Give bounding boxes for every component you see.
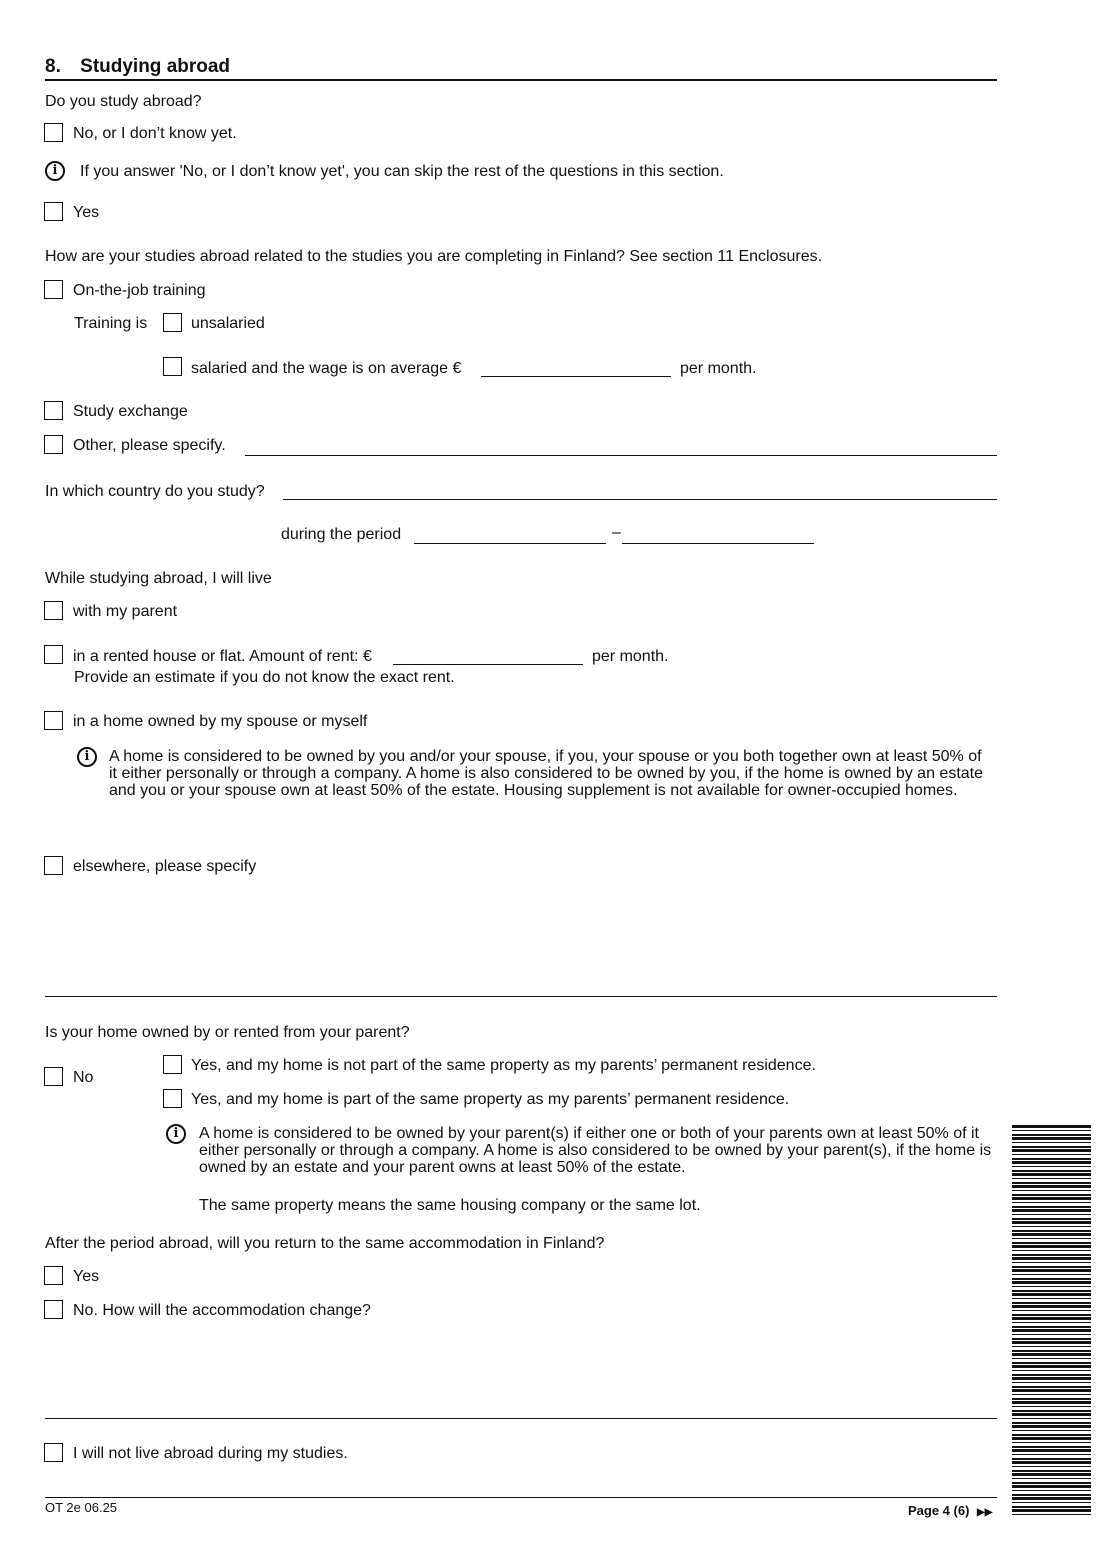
owned-checkbox[interactable]	[44, 711, 63, 730]
period-end-field[interactable]	[622, 525, 814, 544]
section-rule	[45, 79, 997, 81]
training-label: On-the-job training	[73, 282, 206, 299]
country-field[interactable]	[283, 481, 997, 500]
owned-info: A home is considered to be owned by you and/or your spouse, if you, your spouse or you both together own at least 50% of it either personally or through a company. A home is also considered to be owned by you, if the home is owned by an estate and you or your spouse own at least 50% of the estate. Housing supplement is not available for owner-occupied homes.	[109, 748, 983, 799]
with-parent-label: with my parent	[73, 603, 178, 620]
live-question: While studying abroad, I will live	[45, 570, 272, 587]
training-checkbox[interactable]	[44, 280, 63, 299]
parent-home-no-checkbox[interactable]	[44, 1067, 63, 1086]
parent-home-yes-same-label: Yes, and my home is part of the same property as my parents’ permanent residence.	[191, 1091, 790, 1108]
with-parent-checkbox[interactable]	[44, 601, 63, 620]
parent-home-info2: The same property means the same housing company or the same lot.	[199, 1197, 701, 1214]
other-checkbox[interactable]	[44, 435, 63, 454]
return-question: After the period abroad, will you return to the same accommodation in Finland?	[45, 1235, 605, 1252]
parent-home-yes-not-same-label: Yes, and my home is not part of the same property as my parents’ permanent residence.	[191, 1057, 816, 1074]
country-question: In which country do you study?	[45, 483, 265, 500]
period-start-field[interactable]	[414, 525, 606, 544]
parent-home-yes-not-same-checkbox[interactable]	[163, 1055, 182, 1074]
form-code: OT 2e 06.25	[45, 1500, 118, 1515]
exchange-checkbox[interactable]	[44, 401, 63, 420]
info-circle-icon: i	[166, 1124, 186, 1144]
rent-field[interactable]	[393, 646, 583, 665]
study-abroad-no-checkbox[interactable]	[44, 123, 63, 142]
wage-field[interactable]	[481, 358, 671, 377]
return-change-textarea[interactable]	[45, 1326, 999, 1418]
rented-checkbox[interactable]	[44, 645, 63, 664]
return-yes-checkbox[interactable]	[44, 1266, 63, 1285]
info-circle-icon: i	[77, 747, 97, 767]
section-number: 8.	[45, 56, 61, 77]
return-no-label: No. How will the accommodation change?	[73, 1302, 371, 1319]
rented-label: in a rented house or flat. Amount of rent: €	[73, 648, 372, 665]
parent-home-question: Is your home owned by or rented from your parent?	[45, 1024, 410, 1041]
rent-note: Provide an estimate if you do not know the exact rent.	[74, 669, 455, 686]
unsalaried-checkbox[interactable]	[163, 313, 182, 332]
next-arrows-icon: ▶▶	[977, 1507, 993, 1518]
return-no-checkbox[interactable]	[44, 1300, 63, 1319]
section-title: Studying abroad	[80, 56, 231, 77]
footer-rule	[45, 1497, 997, 1498]
study-abroad-yes-label: Yes	[73, 204, 100, 221]
unsalaried-label: unsalaried	[191, 315, 265, 332]
return-rule	[45, 1418, 997, 1419]
period-dash: –	[612, 524, 621, 541]
elsewhere-label: elsewhere, please specify	[73, 858, 257, 875]
info-circle-icon: i	[45, 161, 65, 181]
study-abroad-info: If you answer 'No, or I don’t know yet', you can skip the rest of the questions in this section.	[80, 163, 724, 180]
owned-label: in a home owned by my spouse or myself	[73, 713, 368, 730]
study-abroad-no-label: No, or I don’t know yet.	[73, 125, 237, 142]
salaried-checkbox[interactable]	[163, 357, 182, 376]
elsewhere-checkbox[interactable]	[44, 856, 63, 875]
wage-per-month: per month.	[680, 360, 757, 377]
rent-per-month: per month.	[592, 648, 669, 665]
study-abroad-yes-checkbox[interactable]	[44, 202, 63, 221]
training-is-label: Training is	[74, 315, 148, 332]
page-label: Page 4 (6)	[908, 1503, 970, 1518]
return-yes-label: Yes	[73, 1268, 100, 1285]
parent-home-no-label: No	[73, 1069, 94, 1086]
relation-question: How are your studies abroad related to the studies you are completing in Finland? See section 11 Enclosures.	[45, 248, 823, 265]
parent-home-info: A home is considered to be owned by your parent(s) if either one or both of your parents own at least 50% of it either personally or through a company. A home is also considered to be owned by your parent(s), if the home is owned by an estate and your parent owns at least 50% of the estate.	[199, 1125, 992, 1176]
salaried-label: salaried and the wage is on average €	[191, 360, 462, 377]
page-number	[908, 1504, 992, 1518]
elsewhere-rule	[45, 996, 997, 997]
other-label: Other, please specify.	[73, 437, 226, 454]
parent-home-yes-same-checkbox[interactable]	[163, 1089, 182, 1108]
study-abroad-question: Do you study abroad?	[45, 93, 202, 110]
not-live-abroad-checkbox[interactable]	[44, 1443, 63, 1462]
period-label: during the period	[281, 526, 402, 543]
exchange-label: Study exchange	[73, 403, 188, 420]
not-live-abroad-label: I will not live abroad during my studies.	[73, 1445, 348, 1462]
other-field[interactable]	[245, 437, 997, 456]
barcode	[1012, 1125, 1091, 1515]
elsewhere-textarea[interactable]	[45, 882, 999, 996]
